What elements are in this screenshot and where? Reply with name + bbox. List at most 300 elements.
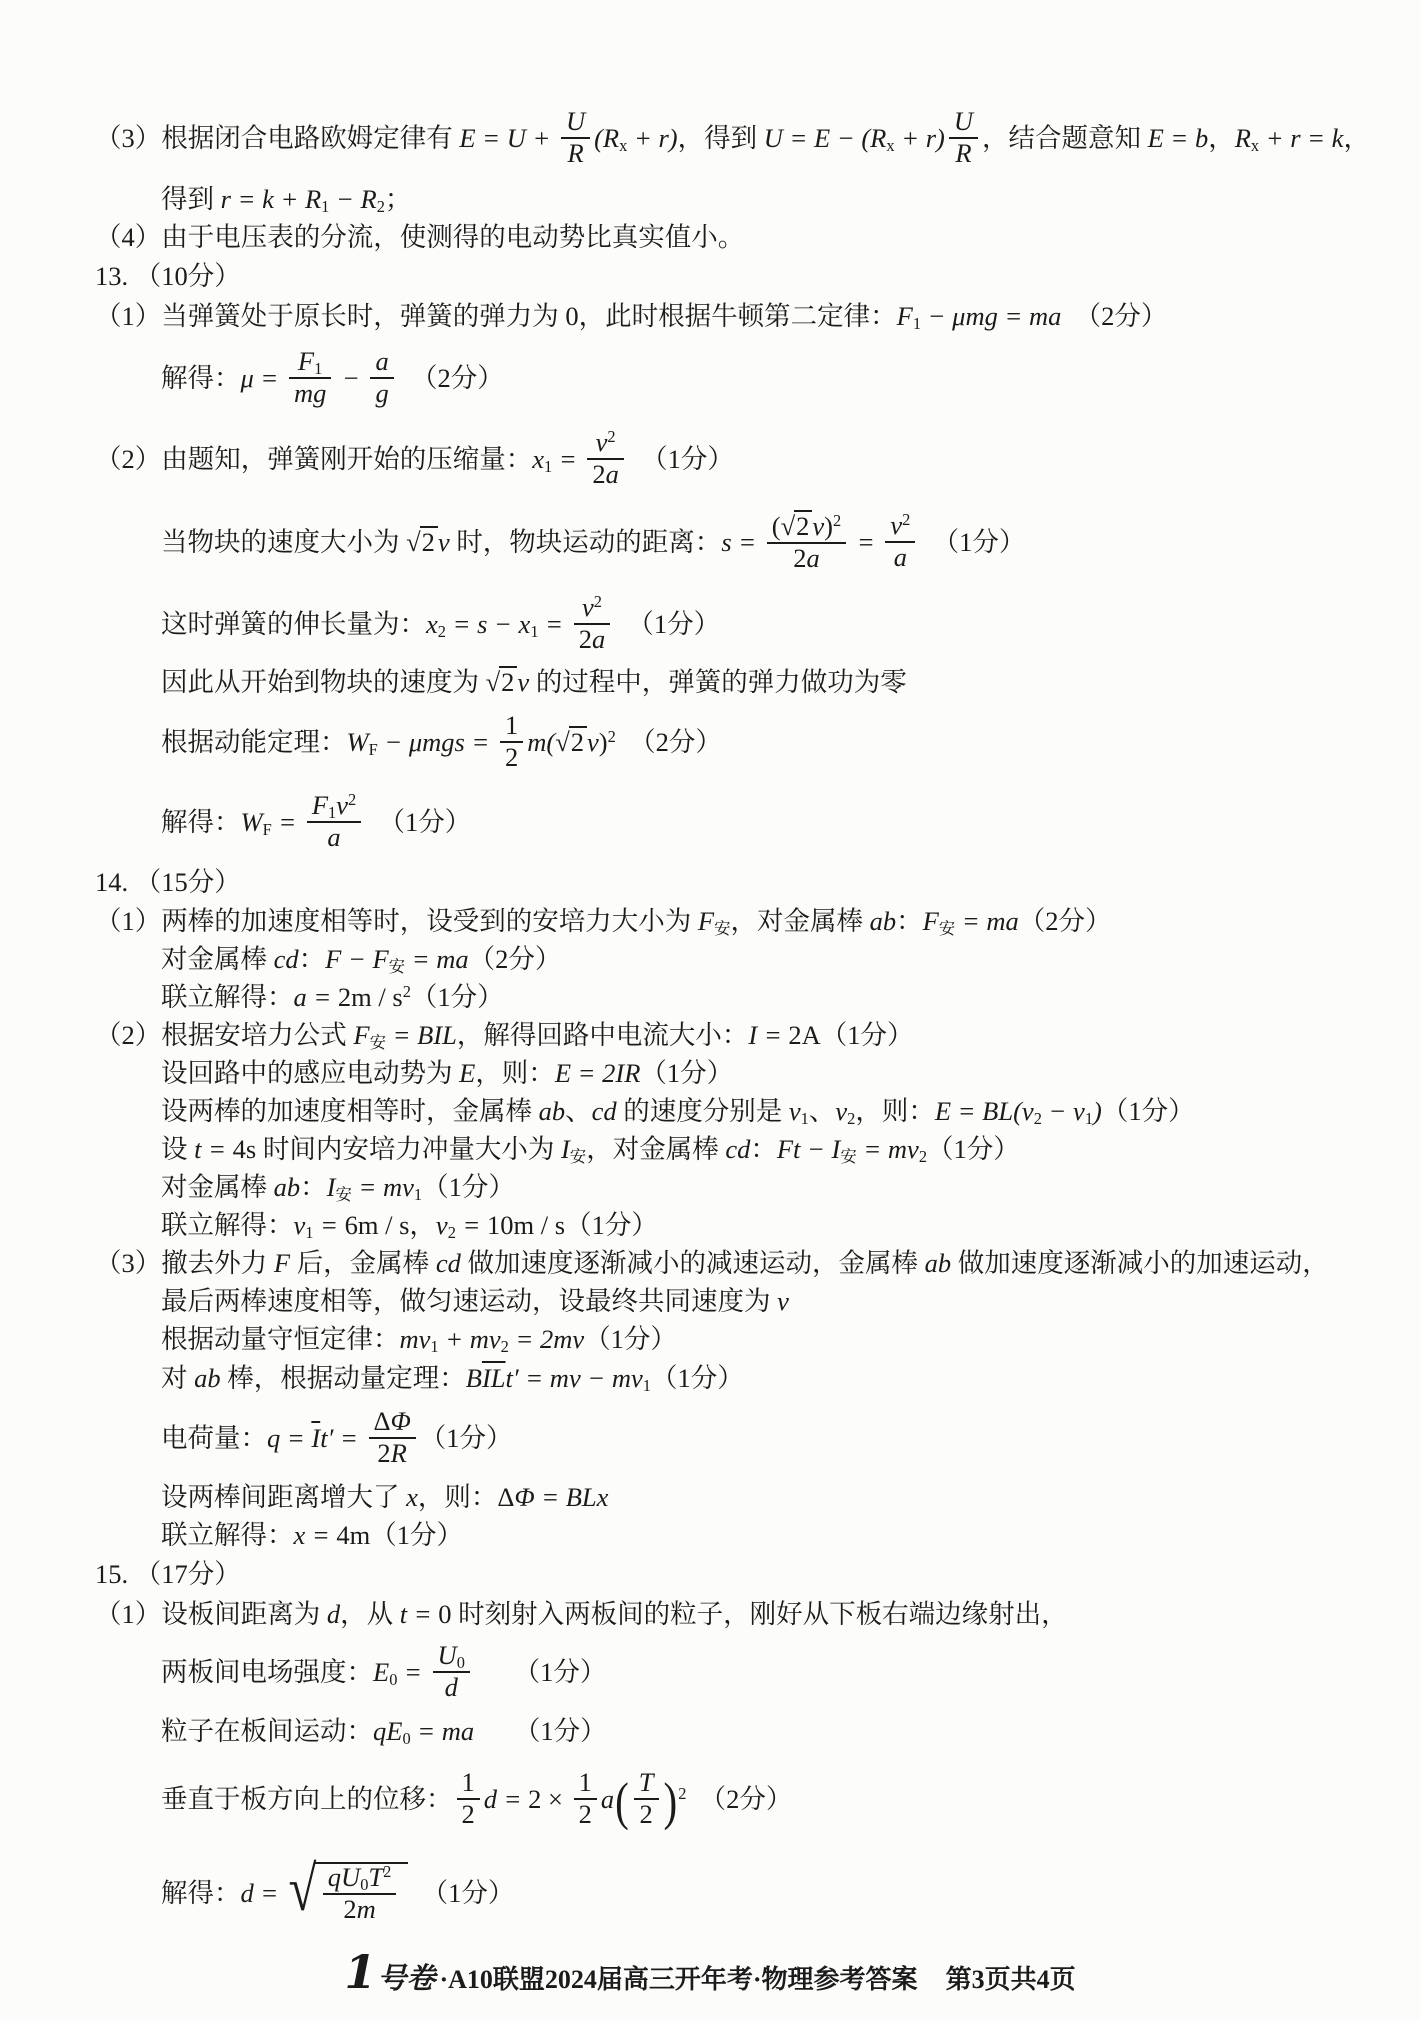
math-upright-run: 2 [570, 727, 585, 757]
math-italic-run: + mv [438, 1324, 501, 1354]
text-run: 对金属棒 [161, 1172, 274, 1202]
math-italic-run: = [397, 1657, 429, 1687]
doc-line [161, 498, 1365, 586]
math-italic-run: R [1234, 123, 1251, 153]
math-italic-run: a [600, 1784, 615, 1814]
superscript: 2 [678, 1783, 687, 1803]
text-run: （1分） [419, 1423, 513, 1453]
fraction [433, 1641, 470, 1702]
text-run: 13. （10分） [95, 261, 241, 291]
math-italic-run: − μmg = ma [921, 301, 1062, 331]
overline-average [311, 1423, 320, 1453]
math-italic-run: E = BL(v [934, 1096, 1034, 1126]
math-italic-run: qE [373, 1716, 403, 1746]
text-run: 最后两棒速度相等，做匀速运动，设最终共同速度为 [161, 1286, 778, 1316]
radical-sign: √ [485, 667, 501, 697]
math-upright-run: 6m / s [344, 1210, 410, 1240]
math-italic-run: x [406, 1482, 418, 1512]
text-run: 因此从开始到物块的速度为 [161, 667, 486, 697]
math-italic-run: v [777, 1286, 789, 1316]
text-run: （1分） [422, 1172, 515, 1202]
math-italic-run: = [271, 807, 303, 837]
doc-line [161, 1478, 1365, 1516]
text-run: ： [896, 906, 923, 936]
doc-line [161, 702, 1365, 782]
text-run: （1分） [565, 1210, 658, 1240]
math-italic-run: (R [594, 123, 620, 153]
text-run: （2分） [1018, 906, 1112, 936]
math-italic-run: F [353, 1020, 370, 1050]
math-italic-run: r = k + R [220, 184, 322, 214]
math-upright-run: 2A [788, 1020, 821, 1050]
doc-line [161, 1846, 1365, 1940]
math-italic-run: Φ [390, 1406, 411, 1437]
math-upright-run: 0 [438, 1599, 452, 1629]
math-italic-run: = mv [856, 1134, 919, 1164]
math-italic-run: g [375, 377, 389, 408]
superscript: 2 [593, 592, 602, 612]
math-italic-run: − μmgs = [377, 727, 496, 757]
text-run: 棒，根据动量定理： [220, 1363, 466, 1393]
subscript: 安 [840, 1147, 857, 1167]
math-italic-run: d = [240, 1878, 285, 1908]
math-italic-run: = ma [410, 1716, 475, 1746]
text-run: （2分） [397, 363, 504, 393]
brand-logo-text: 号卷 [377, 1963, 436, 1995]
text-run: 15. （17分） [95, 1559, 241, 1589]
superscript: 2 [902, 510, 911, 530]
text-run: 这时弹簧的伸长量为： [161, 609, 426, 639]
math-italic-run: v [890, 510, 903, 541]
doc-line [95, 296, 1365, 336]
subscript: 2 [500, 1337, 509, 1357]
subscript: 1 [912, 314, 922, 334]
doc-line [161, 586, 1365, 662]
math-italic-run: = s − x [445, 609, 531, 639]
superscript: 2 [402, 981, 411, 1001]
math-italic-run: mv [399, 1324, 431, 1354]
text-run: 根据动量守恒定律： [161, 1324, 400, 1354]
text-run: （1分） [919, 527, 1026, 557]
big-paren: ( [615, 1771, 629, 1831]
math-italic-run: F [896, 301, 913, 331]
text-run: 设两棒间距离增大了 [161, 1482, 407, 1512]
fraction [307, 791, 361, 852]
text-run: ，则： [417, 1482, 498, 1512]
math-italic-run: W [240, 807, 263, 837]
math-italic-run: R [390, 1437, 407, 1468]
math-italic-run: = BIL [385, 1020, 457, 1050]
math-italic-run: F [297, 346, 315, 377]
doc-line [161, 1634, 1365, 1710]
math-italic-run: cd [273, 944, 299, 974]
doc-line [161, 1516, 1365, 1554]
fraction [634, 1768, 659, 1829]
math-upright-run: 10m / s [487, 1210, 566, 1240]
math-italic-run: R [567, 137, 584, 168]
math-italic-run: = [455, 1210, 488, 1240]
doc-line [161, 1710, 1365, 1752]
math-italic-run: F − F [325, 944, 389, 974]
math-italic-run: + r) [627, 123, 678, 153]
doc-line [161, 1752, 1365, 1846]
text-run: ， [409, 1210, 436, 1240]
doc-line [161, 1320, 1365, 1358]
math-italic-run: U = E − (R [763, 123, 887, 153]
math-upright-run: 2 [377, 1437, 391, 1468]
math-italic-run: v [336, 790, 349, 821]
math-upright-run: Δ [497, 1482, 515, 1512]
text-run: 的过程中，弹簧的弹力做功为零 [529, 667, 907, 697]
subscript: 2 [376, 197, 385, 217]
math-italic-run: v [293, 1210, 306, 1240]
math-italic-run: s = [721, 527, 763, 557]
fraction [561, 107, 590, 168]
square-root: √ $\frac{qU_0T^2}{2m}$ [285, 1862, 408, 1929]
math-upright-run: 2 [461, 1798, 475, 1829]
math-italic-run: v [517, 667, 530, 697]
text-run: （2）根据安培力公式 [95, 1020, 354, 1050]
math-italic-run: cd [591, 1096, 617, 1126]
doc-line [95, 420, 1365, 498]
subscript: 1 [430, 1337, 439, 1357]
text-run: ，对金属棒 [586, 1134, 726, 1164]
math-italic-run: = [313, 1210, 345, 1240]
radical-sign: √ [406, 527, 421, 557]
doc-line [95, 256, 1365, 296]
text-run: 时间内安培力冲量大小为 [256, 1134, 561, 1164]
math-italic-run: I [326, 1172, 336, 1202]
math-italic-run: v [788, 1096, 801, 1126]
math-italic-run: cd [435, 1248, 461, 1278]
math-italic-run: mg [293, 377, 327, 408]
math-upright-run: 2 [592, 458, 606, 489]
big-paren: ) [663, 1771, 678, 1831]
text-run: ： [750, 1134, 777, 1164]
text-run: 联立解得： [161, 982, 294, 1012]
subscript: 1 [305, 1223, 314, 1243]
math-upright-run: 2 × [528, 1784, 570, 1814]
text-run: ，结合题意知 [982, 123, 1148, 153]
math-italic-run: − [335, 363, 367, 393]
math-italic-run: v [595, 427, 608, 458]
subscript: 1 [321, 197, 330, 217]
math-upright-run: 2 [793, 542, 807, 573]
fraction [369, 1407, 416, 1468]
square-root [486, 666, 518, 697]
text-run: （2分） [1061, 301, 1168, 331]
math-italic-run: ab [924, 1248, 952, 1278]
math-italic-run: E [459, 1058, 476, 1088]
doc-line [95, 218, 1365, 256]
text-run: 14. （15分） [95, 867, 241, 897]
text-run: （1）两棒的加速度相等时，设受到的安培力大小为 [95, 906, 698, 936]
text-run: ， [1343, 123, 1370, 153]
math-italic-run: F [273, 1248, 291, 1278]
text-run: ，对金属棒 [730, 906, 870, 936]
math-italic-run: = 2mv [508, 1324, 585, 1354]
subscript: 0 [389, 1670, 398, 1690]
text-run: ，解得回路中电流大小： [456, 1020, 749, 1050]
text-run: （1）当弹簧处于原长时，弹簧的弹力为 0，此时根据牛顿第二定律： [95, 301, 897, 331]
math-upright-run: 4s [232, 1134, 257, 1164]
text-run: （1分） [473, 1657, 607, 1687]
math-italic-run: U [953, 106, 973, 137]
math-upright-run: ) [824, 511, 833, 542]
math-italic-run: t′ = [320, 1423, 365, 1453]
text-run: （1分） [370, 1520, 464, 1550]
math-italic-run: Ft − I [776, 1134, 841, 1164]
math-italic-run: $\overline{I}$ [311, 1423, 321, 1453]
math-italic-run: E = 2IR [554, 1058, 641, 1088]
math-italic-run: F [697, 906, 715, 936]
radical-sign: √ [780, 511, 796, 542]
doc-line [161, 1282, 1365, 1320]
fraction [370, 347, 393, 408]
doc-line [161, 662, 1365, 702]
text-run: （4）由于电压表的分流，使测得的电动势比真实值小。 [95, 222, 745, 252]
text-run: ，从 [340, 1599, 400, 1629]
text-run: （3）撤去外力 [95, 1248, 274, 1278]
math-italic-run: E = U + [459, 123, 557, 153]
math-upright-run: 2 [578, 623, 592, 654]
text-run: （1）设板间距离为 [95, 1599, 327, 1629]
footer-title: ·A10联盟2024届高三开年考·物理参考答案 [439, 1965, 918, 1994]
text-run: 粒子在板间运动： [161, 1716, 373, 1746]
math-italic-run: v [587, 727, 599, 757]
math-italic-run: v [835, 1096, 848, 1126]
doc-line [161, 978, 1365, 1016]
math-italic-run: cd [725, 1134, 751, 1164]
text-run: （1分） [820, 1020, 914, 1050]
fraction [289, 347, 331, 408]
math-italic-run: ) [1093, 1096, 1102, 1126]
text-run: ； [384, 184, 412, 214]
math-italic-run: v [435, 1210, 448, 1240]
math-italic-run: I = [748, 1020, 789, 1050]
math-italic-run: v [581, 592, 594, 623]
text-run: （1分） [927, 1134, 1020, 1164]
math-italic-run: − R [329, 184, 377, 214]
math-italic-run: + r = k [1259, 123, 1344, 153]
subscript: 1 [544, 457, 553, 477]
text-run: 当物块的速度大小为 [161, 527, 407, 557]
square-root [555, 726, 587, 757]
math-upright-run: 2 [505, 741, 519, 772]
text-run: （1分） [640, 1058, 734, 1088]
math-upright-run: 2 [343, 1893, 357, 1924]
fraction [500, 711, 523, 772]
doc-line [161, 1168, 1365, 1206]
math-italic-run: T [368, 1862, 384, 1893]
fraction [949, 107, 978, 168]
math-italic-run: a [375, 346, 389, 377]
subscript: 1 [642, 1376, 651, 1396]
math-italic-run: $\overline{IL}$ [481, 1363, 506, 1393]
doc-line [95, 862, 1365, 902]
text-run: 的速度分别是 [616, 1096, 789, 1126]
subscript: 安 [369, 1033, 386, 1053]
overline-average [482, 1363, 506, 1393]
math-upright-run: Δ [373, 1406, 391, 1437]
subscript: 1 [328, 803, 337, 823]
page-footer: 1 号卷 ·A10联盟2024届高三开年考·物理参考答案 第3页共4页 [344, 1945, 1076, 1999]
math-italic-run: E = b [1147, 123, 1209, 153]
doc-line [95, 96, 1370, 180]
square-root [781, 510, 813, 541]
subscript: F [262, 820, 272, 840]
doc-line [161, 940, 1365, 978]
text-run: 电荷量： [161, 1423, 267, 1453]
math-italic-run: B [465, 1363, 482, 1393]
text-run: （2分） [615, 727, 722, 757]
text-run: 设回路中的感应电动势为 [161, 1058, 460, 1088]
doc-line [95, 1016, 1365, 1054]
math-italic-run: v [812, 511, 825, 542]
subscript: x [1250, 136, 1260, 156]
subscript: 安 [388, 957, 406, 977]
fraction [574, 593, 611, 654]
math-italic-run: = [552, 444, 584, 474]
text-run: （1分） [650, 1363, 744, 1393]
text-run: （1分） [410, 982, 504, 1012]
text-run: ，得到 [677, 123, 764, 153]
text-run: 设两棒的加速度相等时，金属棒 [161, 1096, 539, 1126]
math-upright-run: 1 [461, 1767, 475, 1798]
text-run: 做加速度逐渐减小的加速运动， [951, 1248, 1329, 1278]
math-upright-run: 2m / s [337, 982, 403, 1012]
text-run: （1分） [1101, 1096, 1195, 1126]
math-italic-run: F [311, 790, 329, 821]
doc-line [95, 1244, 1365, 1282]
math-italic-run: F [922, 906, 939, 936]
math-italic-run: ab [538, 1096, 566, 1126]
math-upright-run: 2 [796, 511, 810, 542]
text-run: 解得： [161, 807, 241, 837]
math-upright-run: 2 [501, 667, 515, 697]
subscript: 安 [569, 1147, 587, 1167]
math-italic-run: x [426, 609, 438, 639]
page-number: 第3页共4页 [945, 1965, 1076, 1994]
math-italic-run: I [560, 1134, 570, 1164]
doc-line [95, 1594, 1365, 1634]
text-run: （1分） [584, 1324, 677, 1354]
subscript: 安 [714, 919, 731, 939]
fraction [767, 510, 846, 573]
math-italic-run: ab [273, 1172, 301, 1202]
math-italic-run: d [444, 1671, 458, 1702]
math-italic-run: U [437, 1640, 457, 1671]
math-italic-run: = [538, 609, 570, 639]
text-run: 对 [161, 1363, 195, 1393]
subscript: 安 [335, 1185, 352, 1205]
math-italic-run: a [893, 541, 907, 572]
math-italic-run: d = [483, 1784, 529, 1814]
text-run: （3）根据闭合电路欧姆定律有 [95, 123, 460, 153]
doc-line [161, 180, 1365, 218]
text-run: 时，物块运动的距离： [449, 527, 722, 557]
doc-line [161, 1398, 1365, 1478]
math-italic-run: ab [869, 906, 897, 936]
math-italic-run: d [326, 1599, 341, 1629]
superscript: 2 [832, 511, 842, 531]
text-run: 联立解得： [161, 1210, 294, 1240]
superscript: 2 [607, 726, 616, 746]
text-run: 、 [808, 1096, 836, 1126]
math-italic-run: = [850, 527, 882, 557]
math-italic-run: E [373, 1657, 390, 1687]
subscript: 2 [847, 1109, 856, 1129]
math-italic-run: μ = [240, 363, 285, 393]
math-upright-run: ( [771, 511, 781, 542]
math-italic-run: ab [194, 1363, 221, 1393]
math-upright-run: 1 [505, 710, 519, 741]
math-upright-run: 2 [421, 527, 435, 557]
doc-line [161, 1054, 1365, 1092]
math-italic-run: x [532, 444, 545, 474]
math-italic-run: v [437, 527, 450, 557]
subscript: 安 [938, 919, 956, 939]
math-upright-run: ) [598, 727, 608, 757]
math-italic-run: Φ = BLx [514, 1482, 609, 1512]
text-run: （1分） [614, 609, 721, 639]
text-run: 根据动能定理： [161, 727, 347, 757]
math-italic-run: t′ = mv − mv [505, 1363, 643, 1393]
text-run: ： [300, 1172, 327, 1202]
math-italic-run: a [605, 458, 619, 489]
subscript: 2 [447, 1223, 456, 1243]
math-italic-run: = ma [405, 944, 469, 974]
subscript: 2 [1033, 1109, 1042, 1129]
subscript: x [619, 136, 628, 156]
math-italic-run: m( [527, 727, 556, 757]
math-upright-run: 4m [336, 1520, 371, 1550]
superscript: 2 [383, 1862, 392, 1882]
text-run: 、 [565, 1096, 592, 1126]
text-run: （1分） [408, 1878, 515, 1908]
subscript: 1 [530, 622, 539, 642]
text-run: 后，金属棒 [290, 1248, 436, 1278]
text-run: 时刻射入两板间的粒子，刚好从下板右端边缘射出， [451, 1599, 1068, 1629]
math-italic-run: a [327, 821, 341, 852]
subscript: 0 [360, 1875, 369, 1895]
math-italic-run: U [565, 106, 586, 137]
text-run: （2分） [468, 944, 562, 974]
doc-line [161, 1358, 1365, 1398]
radical-sign: √ [555, 727, 570, 757]
math-italic-run: + r) [894, 123, 945, 153]
subscript: x [886, 136, 895, 156]
text-run: 做加速度逐渐减小的减速运动，金属棒 [460, 1248, 925, 1278]
subscript: 0 [456, 1653, 465, 1673]
math-italic-run: = mv [351, 1172, 414, 1202]
text-run: 解得： [161, 363, 241, 393]
text-run: （2）由题知，弹簧刚开始的压缩量： [95, 444, 533, 474]
math-italic-run: − v [1041, 1096, 1085, 1126]
text-run: （1分） [474, 1716, 607, 1746]
math-italic-run: W [346, 727, 369, 757]
math-italic-run: t = [194, 1134, 233, 1164]
subscript: 1 [314, 359, 323, 379]
math-italic-run: m [356, 1893, 376, 1924]
math-upright-run: 1 [578, 1767, 592, 1798]
fraction [323, 1863, 397, 1924]
text-run: ，则： [475, 1058, 555, 1088]
math-italic-run: = ma [955, 906, 1019, 936]
superscript: 2 [607, 427, 616, 447]
subscript: 1 [1084, 1109, 1094, 1129]
text-run: ， [1208, 123, 1235, 153]
